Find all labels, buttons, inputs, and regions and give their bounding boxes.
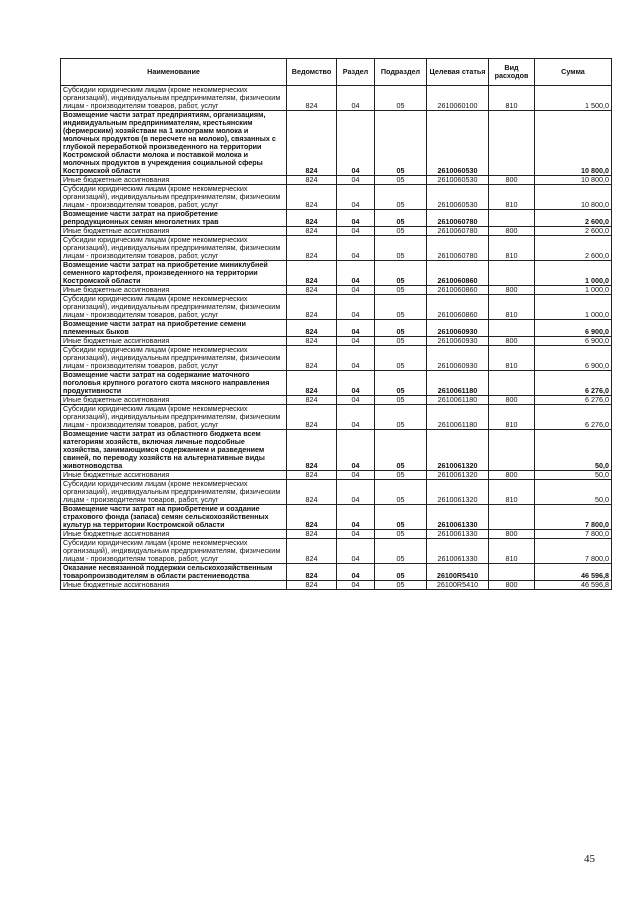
cell-target: 2610060860 xyxy=(427,261,489,286)
cell-name: Субсидии юридическим лицам (кроме некоммерческих организаций), индивидуальным предпринимателям, физическим лицам - производителям товаров, работ, услуг xyxy=(61,295,287,320)
cell-name: Субсидии юридическим лицам (кроме некоммерческих организаций), индивидуальным предпринимателям, физическим лицам - производителям товаров, работ, услуг xyxy=(61,185,287,210)
cell-exptype xyxy=(489,320,535,337)
cell-name: Иные бюджетные ассигнования xyxy=(61,471,287,480)
cell-section: 04 xyxy=(337,530,375,539)
cell-subsection: 05 xyxy=(375,371,427,396)
cell-section: 04 xyxy=(337,236,375,261)
cell-target: 2610061320 xyxy=(427,430,489,471)
cell-subsection: 05 xyxy=(375,430,427,471)
cell-sum: 1 000,0 xyxy=(535,286,612,295)
cell-subsection: 05 xyxy=(375,346,427,371)
cell-section: 04 xyxy=(337,185,375,210)
cell-subsection: 05 xyxy=(375,227,427,236)
cell-subsection: 05 xyxy=(375,480,427,505)
cell-target: 2610060930 xyxy=(427,320,489,337)
table-row xyxy=(61,295,612,320)
cell-exptype: 810 xyxy=(489,236,535,261)
cell-subsection: 05 xyxy=(375,564,427,581)
cell-sum: 6 276,0 xyxy=(535,396,612,405)
cell-name: Возмещение части затрат предприятиям, организациям, индивидуальным предпринимателям, крестьянским (фермерским) хозяйствам на 1 килограмм молока и молочных продуктов (в пересчете на молоко), связанных с глубокой переработкой произведенного на территории Костромской области молока и поставкой молока и молочных продуктов в учреждения социальной сферы Костромской области xyxy=(61,111,287,176)
header-subsection: Подраздел xyxy=(375,59,427,86)
cell-name: Субсидии юридическим лицам (кроме некоммерческих организаций), индивидуальным предпринимателям, физическим лицам - производителям товаров, работ, услуг xyxy=(61,86,287,111)
cell-target: 2610060930 xyxy=(427,346,489,371)
cell-name: Иные бюджетные ассигнования xyxy=(61,227,287,236)
cell-name: Оказание несвязанной поддержки сельскохозяйственным товаропроизводителям в области растениеводства xyxy=(61,564,287,581)
cell-subsection: 05 xyxy=(375,210,427,227)
cell-section: 04 xyxy=(337,86,375,111)
cell-subsection: 05 xyxy=(375,505,427,530)
cell-target: 2610060930 xyxy=(427,337,489,346)
cell-section: 04 xyxy=(337,286,375,295)
table-row xyxy=(61,396,612,405)
cell-exptype xyxy=(489,564,535,581)
cell-section: 04 xyxy=(337,320,375,337)
cell-name: Субсидии юридическим лицам (кроме некоммерческих организаций), индивидуальным предпринимателям, физическим лицам - производителям товаров, работ, услуг xyxy=(61,405,287,430)
cell-target: 2610060780 xyxy=(427,236,489,261)
cell-name: Иные бюджетные ассигнования xyxy=(61,286,287,295)
cell-sum: 7 800,0 xyxy=(535,539,612,564)
cell-section: 04 xyxy=(337,111,375,176)
cell-exptype: 800 xyxy=(489,581,535,590)
cell-dept: 824 xyxy=(287,185,337,210)
cell-dept: 824 xyxy=(287,295,337,320)
cell-sum: 50,0 xyxy=(535,430,612,471)
cell-section: 04 xyxy=(337,176,375,185)
cell-target: 26100R5410 xyxy=(427,581,489,590)
cell-name: Возмещение части затрат на приобретение семени племенных быков xyxy=(61,320,287,337)
cell-dept: 824 xyxy=(287,286,337,295)
cell-dept: 824 xyxy=(287,581,337,590)
table-row xyxy=(61,227,612,236)
cell-dept: 824 xyxy=(287,86,337,111)
cell-name: Иные бюджетные ассигнования xyxy=(61,396,287,405)
cell-section: 04 xyxy=(337,396,375,405)
cell-dept: 824 xyxy=(287,227,337,236)
cell-name: Возмещение части затрат на содержание маточного поголовья крупного рогатого скота мясного направления продуктивности xyxy=(61,371,287,396)
table-row xyxy=(61,539,612,564)
header-target: Целевая статья xyxy=(427,59,489,86)
table-row xyxy=(61,471,612,480)
header-name: Наименование xyxy=(61,59,287,86)
cell-subsection: 05 xyxy=(375,539,427,564)
cell-sum: 1 000,0 xyxy=(535,295,612,320)
cell-section: 04 xyxy=(337,539,375,564)
cell-sum: 6 900,0 xyxy=(535,346,612,371)
cell-dept: 824 xyxy=(287,236,337,261)
table-row xyxy=(61,430,612,471)
cell-exptype xyxy=(489,505,535,530)
cell-dept: 824 xyxy=(287,396,337,405)
cell-name: Иные бюджетные ассигнования xyxy=(61,530,287,539)
cell-subsection: 05 xyxy=(375,176,427,185)
cell-name: Иные бюджетные ассигнования xyxy=(61,176,287,185)
cell-dept: 824 xyxy=(287,320,337,337)
cell-sum: 2 600,0 xyxy=(535,227,612,236)
cell-target: 2610061330 xyxy=(427,530,489,539)
table-row xyxy=(61,405,612,430)
cell-exptype: 810 xyxy=(489,539,535,564)
cell-dept: 824 xyxy=(287,405,337,430)
table-row xyxy=(61,505,612,530)
cell-dept: 824 xyxy=(287,505,337,530)
cell-exptype: 810 xyxy=(489,295,535,320)
cell-section: 04 xyxy=(337,371,375,396)
cell-target: 2610060530 xyxy=(427,176,489,185)
cell-subsection: 05 xyxy=(375,86,427,111)
cell-exptype xyxy=(489,430,535,471)
cell-target: 2610060530 xyxy=(427,185,489,210)
cell-exptype: 800 xyxy=(489,471,535,480)
cell-subsection: 05 xyxy=(375,185,427,210)
cell-exptype: 810 xyxy=(489,480,535,505)
cell-target: 2610060780 xyxy=(427,227,489,236)
table-row xyxy=(61,111,612,176)
cell-target: 2610061180 xyxy=(427,371,489,396)
cell-exptype: 800 xyxy=(489,337,535,346)
cell-target: 2610061330 xyxy=(427,505,489,530)
cell-exptype xyxy=(489,371,535,396)
cell-exptype xyxy=(489,210,535,227)
table-row xyxy=(61,337,612,346)
table-body xyxy=(61,86,612,590)
cell-exptype: 810 xyxy=(489,346,535,371)
cell-sum: 10 800,0 xyxy=(535,176,612,185)
cell-target: 26100R5410 xyxy=(427,564,489,581)
cell-subsection: 05 xyxy=(375,286,427,295)
table-row xyxy=(61,261,612,286)
cell-sum: 7 800,0 xyxy=(535,505,612,530)
budget-table xyxy=(60,58,612,590)
cell-subsection: 05 xyxy=(375,405,427,430)
cell-target: 2610061180 xyxy=(427,396,489,405)
cell-sum: 6 276,0 xyxy=(535,405,612,430)
cell-dept: 824 xyxy=(287,337,337,346)
cell-exptype: 800 xyxy=(489,396,535,405)
cell-target: 2610060860 xyxy=(427,286,489,295)
cell-section: 04 xyxy=(337,430,375,471)
table-row xyxy=(61,236,612,261)
cell-section: 04 xyxy=(337,346,375,371)
cell-dept: 824 xyxy=(287,111,337,176)
cell-target: 2610060530 xyxy=(427,111,489,176)
page-number: 45 xyxy=(584,853,595,865)
cell-section: 04 xyxy=(337,227,375,236)
cell-dept: 824 xyxy=(287,530,337,539)
cell-section: 04 xyxy=(337,471,375,480)
cell-section: 04 xyxy=(337,564,375,581)
cell-section: 04 xyxy=(337,581,375,590)
cell-sum: 6 276,0 xyxy=(535,371,612,396)
cell-name: Возмещение части затрат на приобретение миниклубней семенного картофеля, произведенного на территории Костромской области xyxy=(61,261,287,286)
cell-section: 04 xyxy=(337,405,375,430)
cell-section: 04 xyxy=(337,505,375,530)
table-row xyxy=(61,371,612,396)
table-row xyxy=(61,185,612,210)
table-row xyxy=(61,346,612,371)
table-row xyxy=(61,480,612,505)
table-row xyxy=(61,581,612,590)
cell-dept: 824 xyxy=(287,430,337,471)
cell-section: 04 xyxy=(337,210,375,227)
cell-exptype xyxy=(489,261,535,286)
cell-subsection: 05 xyxy=(375,337,427,346)
cell-dept: 824 xyxy=(287,261,337,286)
cell-sum: 10 800,0 xyxy=(535,185,612,210)
header-dept: Ведомство xyxy=(287,59,337,86)
cell-subsection: 05 xyxy=(375,471,427,480)
cell-subsection: 05 xyxy=(375,530,427,539)
cell-name: Возмещение части затрат на приобретение и создание страхового фонда (запаса) семян сельскохозяйственных культур на территории Костромской области xyxy=(61,505,287,530)
cell-name: Субсидии юридическим лицам (кроме некоммерческих организаций), индивидуальным предпринимателям, физическим лицам - производителям товаров, работ, услуг xyxy=(61,346,287,371)
cell-exptype xyxy=(489,111,535,176)
cell-name: Иные бюджетные ассигнования xyxy=(61,581,287,590)
cell-dept: 824 xyxy=(287,371,337,396)
cell-dept: 824 xyxy=(287,346,337,371)
cell-subsection: 05 xyxy=(375,111,427,176)
cell-section: 04 xyxy=(337,261,375,286)
table-row xyxy=(61,564,612,581)
cell-section: 04 xyxy=(337,480,375,505)
cell-exptype: 810 xyxy=(489,185,535,210)
cell-target: 2610061320 xyxy=(427,480,489,505)
cell-dept: 824 xyxy=(287,539,337,564)
cell-sum: 2 600,0 xyxy=(535,210,612,227)
header-sum: Сумма xyxy=(535,59,612,86)
cell-subsection: 05 xyxy=(375,396,427,405)
cell-dept: 824 xyxy=(287,176,337,185)
cell-exptype: 800 xyxy=(489,530,535,539)
header-section: Раздел xyxy=(337,59,375,86)
cell-target: 2610061320 xyxy=(427,471,489,480)
cell-dept: 824 xyxy=(287,210,337,227)
cell-target: 2610060860 xyxy=(427,295,489,320)
cell-dept: 824 xyxy=(287,480,337,505)
cell-sum: 46 596,8 xyxy=(535,581,612,590)
cell-target: 2610060100 xyxy=(427,86,489,111)
cell-subsection: 05 xyxy=(375,581,427,590)
cell-sum: 6 900,0 xyxy=(535,320,612,337)
cell-section: 04 xyxy=(337,337,375,346)
cell-exptype: 800 xyxy=(489,286,535,295)
cell-sum: 46 596,8 xyxy=(535,564,612,581)
table-row xyxy=(61,530,612,539)
table-row xyxy=(61,286,612,295)
cell-exptype: 810 xyxy=(489,405,535,430)
cell-exptype: 800 xyxy=(489,176,535,185)
cell-exptype: 810 xyxy=(489,86,535,111)
table-row xyxy=(61,86,612,111)
cell-sum: 6 900,0 xyxy=(535,337,612,346)
cell-target: 2610060780 xyxy=(427,210,489,227)
cell-sum: 50,0 xyxy=(535,471,612,480)
cell-subsection: 05 xyxy=(375,261,427,286)
cell-subsection: 05 xyxy=(375,320,427,337)
cell-section: 04 xyxy=(337,295,375,320)
cell-sum: 1 500,0 xyxy=(535,86,612,111)
cell-subsection: 05 xyxy=(375,295,427,320)
cell-name: Возмещение части затрат из областного бюджета всем категориям хозяйств, включая личные подсобные хозяйства, занимающимся содержанием и разведением свиней, по переводу хозяйств на альтернативные виды животноводства xyxy=(61,430,287,471)
cell-subsection: 05 xyxy=(375,236,427,261)
cell-name: Субсидии юридическим лицам (кроме некоммерческих организаций), индивидуальным предпринимателям, физическим лицам - производителям товаров, работ, услуг xyxy=(61,480,287,505)
cell-sum: 7 800,0 xyxy=(535,530,612,539)
cell-name: Субсидии юридическим лицам (кроме некоммерческих организаций), индивидуальным предпринимателям, физическим лицам - производителям товаров, работ, услуг xyxy=(61,539,287,564)
cell-sum: 10 800,0 xyxy=(535,111,612,176)
cell-target: 2610061180 xyxy=(427,405,489,430)
table-row xyxy=(61,176,612,185)
table-row xyxy=(61,210,612,227)
cell-sum: 50,0 xyxy=(535,480,612,505)
cell-sum: 1 000,0 xyxy=(535,261,612,286)
cell-name: Возмещение части затрат на приобретение репродукционных семян многолетних трав xyxy=(61,210,287,227)
budget-sheet xyxy=(60,58,611,590)
cell-sum: 2 600,0 xyxy=(535,236,612,261)
cell-exptype: 800 xyxy=(489,227,535,236)
cell-name: Иные бюджетные ассигнования xyxy=(61,337,287,346)
table-header-row xyxy=(61,59,612,86)
cell-dept: 824 xyxy=(287,564,337,581)
header-exptype: Вид расходов xyxy=(489,59,535,86)
cell-dept: 824 xyxy=(287,471,337,480)
table-row xyxy=(61,320,612,337)
cell-target: 2610061330 xyxy=(427,539,489,564)
cell-name: Субсидии юридическим лицам (кроме некоммерческих организаций), индивидуальным предпринимателям, физическим лицам - производителям товаров, работ, услуг xyxy=(61,236,287,261)
